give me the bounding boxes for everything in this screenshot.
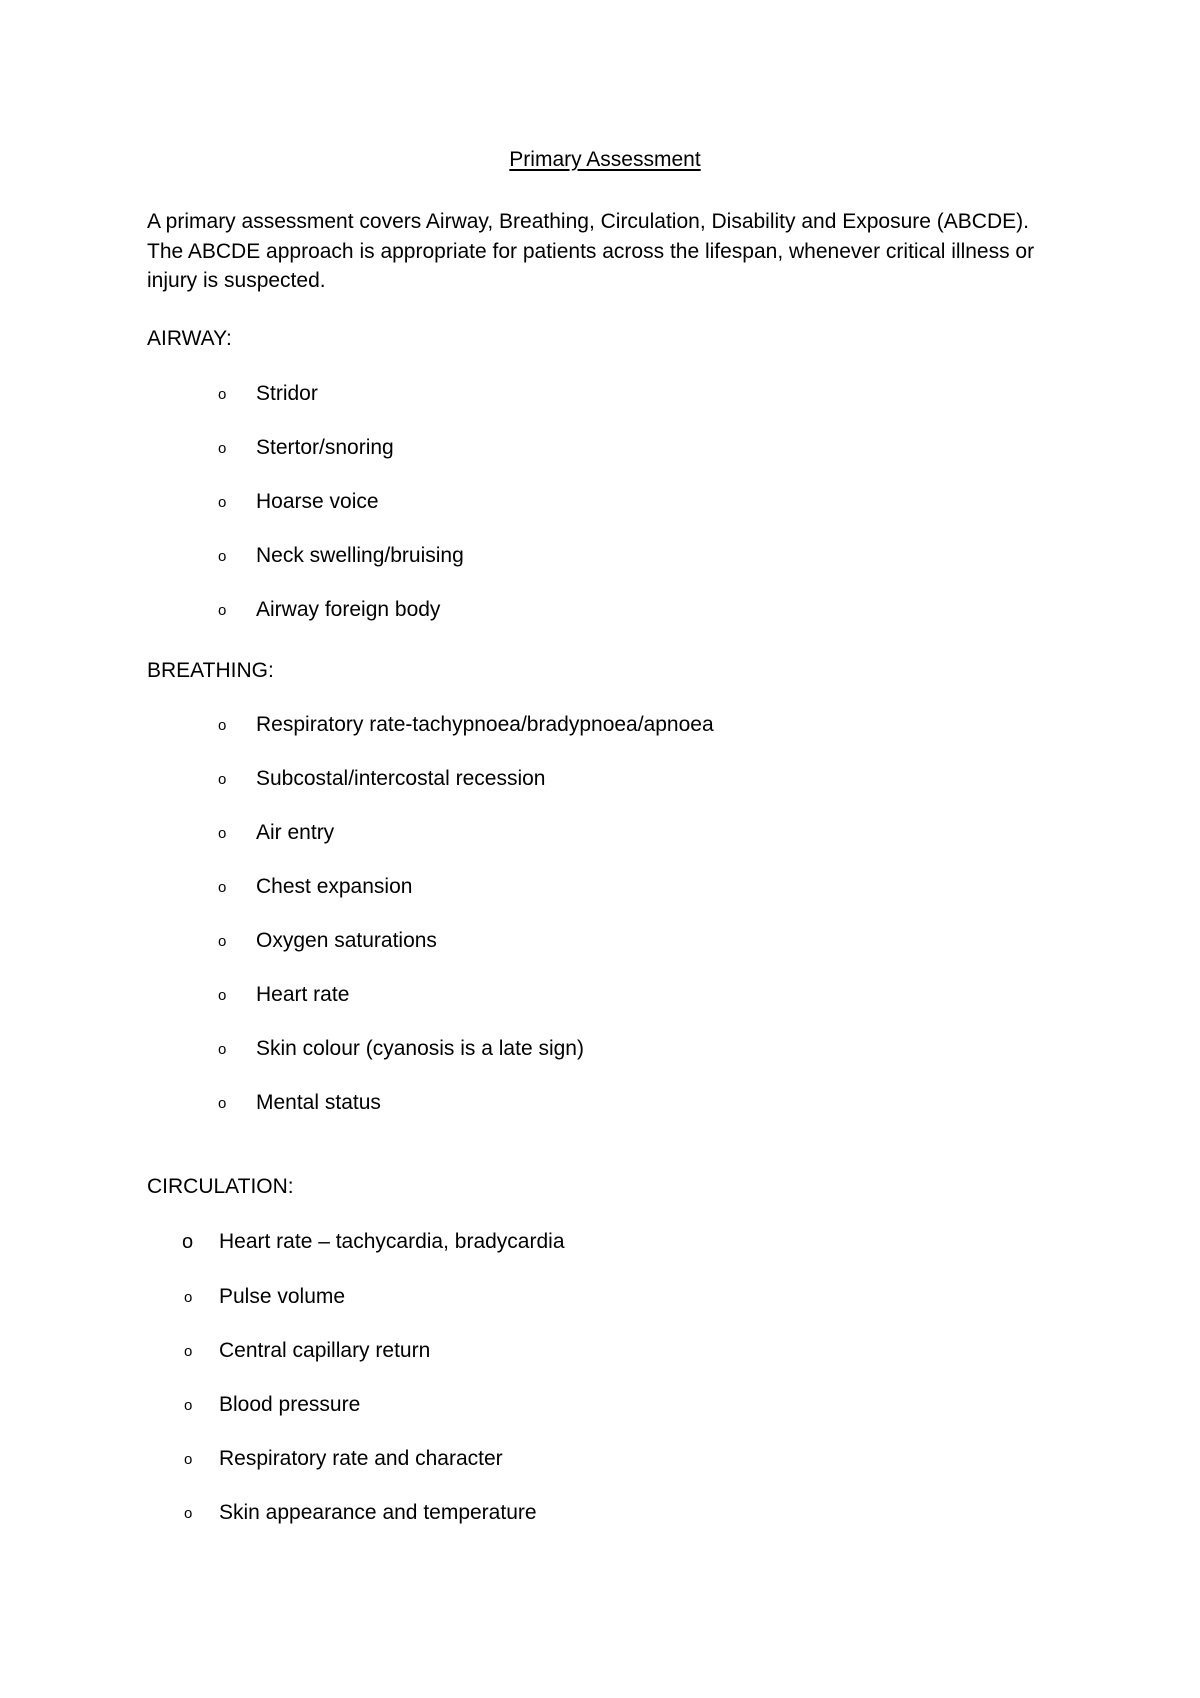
list-item-label: Blood pressure [219, 1393, 361, 1416]
bullet-icon: o [218, 494, 227, 511]
section-heading-breathing: BREATHING: [147, 659, 274, 682]
list-item-label: Air entry [256, 821, 335, 844]
bullet-icon: o [218, 879, 227, 896]
list-item-label: Oxygen saturations [256, 929, 437, 952]
bullet-icon: o [184, 1343, 193, 1360]
bullet-icon: o [218, 440, 227, 457]
list-item-label: Stridor [256, 382, 318, 405]
bullet-icon: o [218, 602, 227, 619]
bullet-icon: o [218, 771, 227, 788]
bullet-icon: o [218, 1095, 227, 1112]
bullet-icon: o [218, 825, 227, 842]
bullet-icon: o [184, 1505, 193, 1522]
list-item-label: Mental status [256, 1091, 381, 1114]
list-item-label: Heart rate [256, 983, 350, 1006]
list-item-label: Heart rate – tachycardia, bradycardia [219, 1230, 565, 1253]
list-item-label: Chest expansion [256, 875, 413, 898]
list-item-label: Airway foreign body [256, 598, 441, 621]
bullet-icon: o [218, 548, 227, 565]
intro-paragraph: A primary assessment covers Airway, Breathing, Circulation, Disability and Exposure (ABCDE). The ABCDE approach is appropriate for patients across the lifespan, whenever critical illness or injury is suspected. [147, 210, 1035, 292]
list-item-label: Skin appearance and temperature [219, 1501, 537, 1524]
page-title: Primary Assessment [509, 148, 701, 171]
bullet-icon: o [218, 717, 227, 734]
bullet-icon: o [218, 386, 227, 403]
bullet-icon: o [218, 1041, 227, 1058]
bullet-icon: o [184, 1397, 193, 1414]
list-item-label: Respiratory rate and character [219, 1447, 503, 1470]
bullet-icon: o [218, 933, 227, 950]
bullet-icon: o [184, 1289, 193, 1306]
list-item-label: Skin colour (cyanosis is a late sign) [256, 1037, 584, 1060]
bullet-icon: o [184, 1451, 193, 1468]
list-item-label: Respiratory rate-tachypnoea/bradypnoea/apnoea [256, 713, 714, 736]
list-item-label: Subcostal/intercostal recession [256, 767, 546, 790]
list-item-label: Central capillary return [219, 1339, 431, 1362]
section-heading-circulation: CIRCULATION: [147, 1175, 294, 1198]
list-item-label: Neck swelling/bruising [256, 544, 464, 567]
list-item-label: Stertor/snoring [256, 436, 394, 459]
bullet-icon: o [218, 987, 227, 1004]
list-item-label: Hoarse voice [256, 490, 379, 513]
list-item-label: Pulse volume [219, 1285, 346, 1308]
bullet-icon: o [182, 1231, 194, 1253]
section-heading-airway: AIRWAY: [147, 327, 232, 350]
